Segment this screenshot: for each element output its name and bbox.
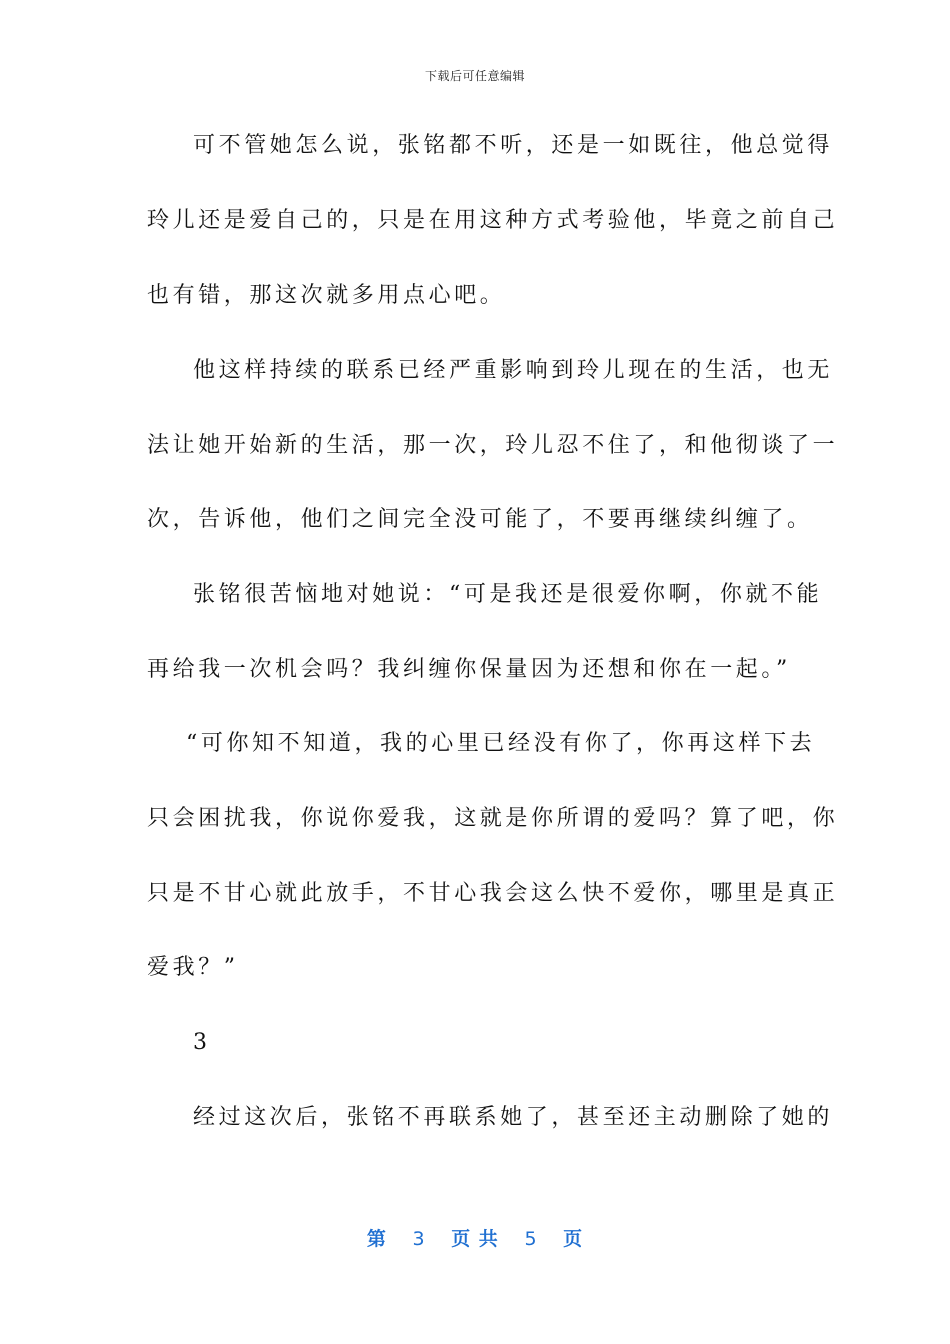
text-line: 爱我？”	[147, 955, 239, 980]
section-number: 3	[193, 1030, 211, 1055]
text-line: 次，告诉他，他们之间完全没可能了，不要再继续纠缠了。	[147, 507, 813, 532]
total-page-count: 5	[524, 1228, 538, 1250]
page-header: 下载后可任意编辑	[424, 69, 525, 83]
text-line: 只会困扰我，你说你爱我，这就是你所谓的爱吗？算了吧，你	[147, 806, 839, 831]
text-line: 法让她开始新的生活，那一次，玲儿忍不住了，和他彻谈了一	[147, 433, 839, 458]
footer-middle: 页 共	[451, 1228, 499, 1250]
text-line: 玲儿还是爱自己的，只是在用这种方式考验他，毕竟之前自己	[147, 208, 839, 233]
footer-prefix: 第	[366, 1228, 387, 1250]
text-line: “可你知不知道，我的心里已经没有你了，你再这样下去	[186, 731, 816, 756]
text-line: 再给我一次机会吗？我纠缠你保量因为还想和你在一起。”	[147, 657, 791, 682]
text-line: 也有错，那这次就多用点心吧。	[147, 283, 506, 308]
text-line: 他这样持续的联系已经严重影响到玲儿现在的生活，也无	[193, 358, 834, 383]
text-line: 经过这次后，张铭不再联系她了，甚至还主动删除了她的	[193, 1105, 834, 1130]
text-line: 只是不甘心就此放手，不甘心我会这么快不爱你，哪里是真正	[147, 881, 839, 906]
text-line: 可不管她怎么说，张铭都不听，还是一如既往，他总觉得	[193, 133, 834, 158]
footer-suffix: 页	[563, 1228, 584, 1250]
page-footer	[0, 1224, 950, 1251]
text-line: 张铭很苦恼地对她说：“可是我还是很爱你啊，你就不能	[193, 582, 823, 607]
current-page-number: 3	[412, 1228, 426, 1250]
